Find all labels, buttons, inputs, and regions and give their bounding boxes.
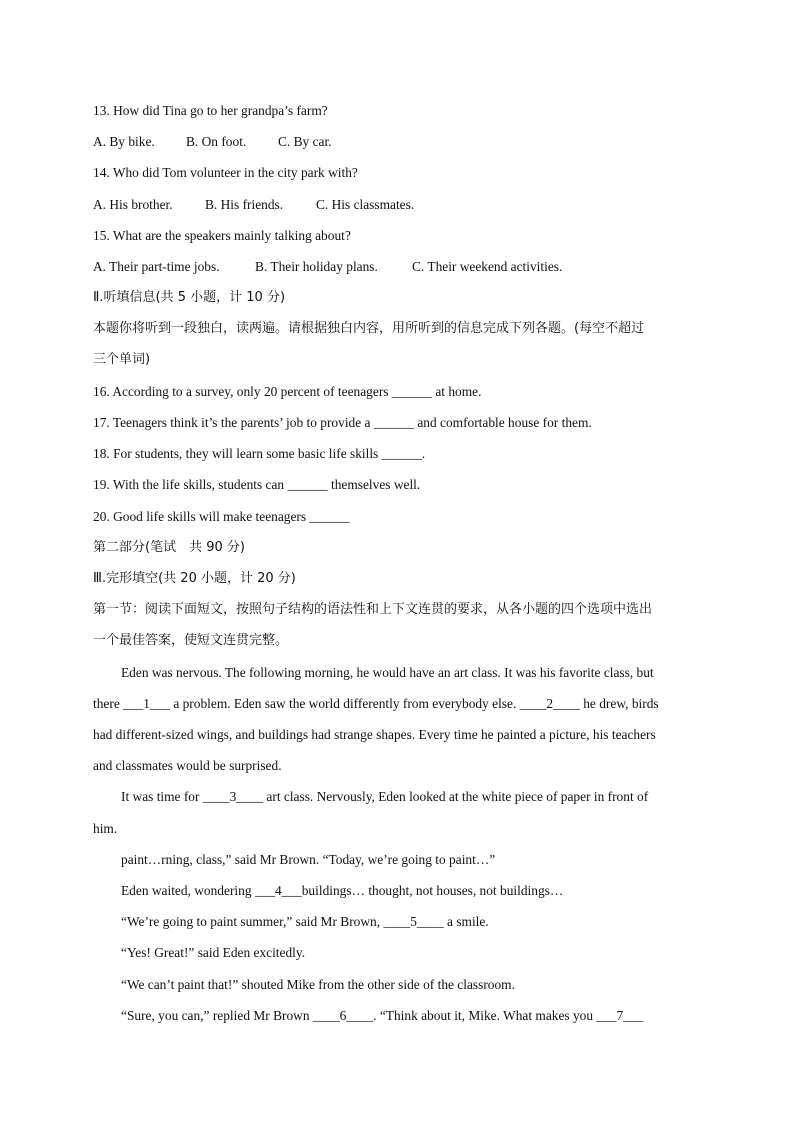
passage-line-1: Eden was nervous. The following morning, he would have an art class. It was his favorite class, but [121, 665, 654, 680]
passage-line-9: “We’re going to paint summer,” said Mr Brown, ____5____ a smile. [121, 914, 489, 929]
section-2-instruction-line-1: 本题你将听到一段独白，读两遍。请根据独白内容，用所听到的信息完成下列各题。(每空不超过 [93, 321, 645, 336]
passage-line-2: there ___1___ a problem. Eden saw the world differently from everybody else. ____2____ he drew, birds [93, 696, 659, 711]
question-16: 16. According to a survey, only 20 percent of teenagers ______ at home. [93, 384, 482, 399]
question-14-option-a: A. His brother. [93, 197, 173, 212]
question-17: 17. Teenagers think it’s the parents’ job to provide a ______ and comfortable house for them. [93, 415, 592, 430]
question-20: 20. Good life skills will make teenagers ______ [93, 509, 350, 524]
question-13-option-a: A. By bike. [93, 134, 155, 149]
passage-line-5: It was time for ____3____ art class. Nervously, Eden looked at the white piece of paper in front of [121, 789, 649, 804]
passage-line-7: paint…rning, class,” said Mr Brown. “Today, we’re going to paint…” [121, 852, 496, 867]
passage-line-3: had different-sized wings, and buildings had strange shapes. Every time he painted a picture, his teachers [93, 727, 656, 742]
section-3-heading: Ⅲ.完形填空(共 20 小题，计 20 分) [93, 571, 296, 586]
question-13-option-b: B. On foot. [186, 134, 247, 149]
question-13-option-c: C. By car. [278, 134, 332, 149]
question-14-options [93, 195, 698, 215]
question-15-options [93, 257, 698, 277]
question-13-stem: 13. How did Tina go to her grandpa’s farm? [93, 103, 328, 118]
passage-line-6: him. [93, 821, 118, 836]
question-18: 18. For students, they will learn some basic life skills ______. [93, 446, 426, 461]
section-3-instruction-line-2: 一个最佳答案，使短文连贯完整。 [93, 633, 289, 648]
section-2-instruction-line-2: 三个单词) [93, 352, 151, 367]
passage-line-4: and classmates would be surprised. [93, 758, 282, 773]
question-13-options [93, 132, 698, 152]
question-15-option-a: A. Their part-time jobs. [93, 259, 220, 274]
part-2-heading: 第二部分(笔试 共 90 分) [93, 540, 245, 555]
question-15-stem: 15. What are the speakers mainly talking about? [93, 228, 351, 243]
question-14-option-c: C. His classmates. [316, 197, 415, 212]
question-15-option-c: C. Their weekend activities. [412, 259, 563, 274]
question-15-option-b: B. Their holiday plans. [255, 259, 378, 274]
passage-line-8: Eden waited, wondering ___4___buildings… thought, not houses, not buildings… [121, 883, 564, 898]
question-14-stem: 14. Who did Tom volunteer in the city park with? [93, 165, 358, 180]
question-19: 19. With the life skills, students can ______ themselves well. [93, 477, 421, 492]
passage-line-11: “We can’t paint that!” shouted Mike from the other side of the classroom. [121, 977, 515, 992]
section-3-instruction-line-1: 第一节：阅读下面短文，按照句子结构的语法性和上下文连贯的要求，从各小题的四个选项中选出 [93, 602, 653, 617]
passage-line-12: “Sure, you can,” replied Mr Brown ____6____. “Think about it, Mike. What makes you ___7___ [121, 1008, 644, 1023]
question-14-option-b: B. His friends. [205, 197, 284, 212]
section-2-heading: Ⅱ.听填信息(共 5 小题，计 10 分) [93, 290, 286, 305]
passage-line-10: “Yes! Great!” said Eden excitedly. [121, 945, 306, 960]
